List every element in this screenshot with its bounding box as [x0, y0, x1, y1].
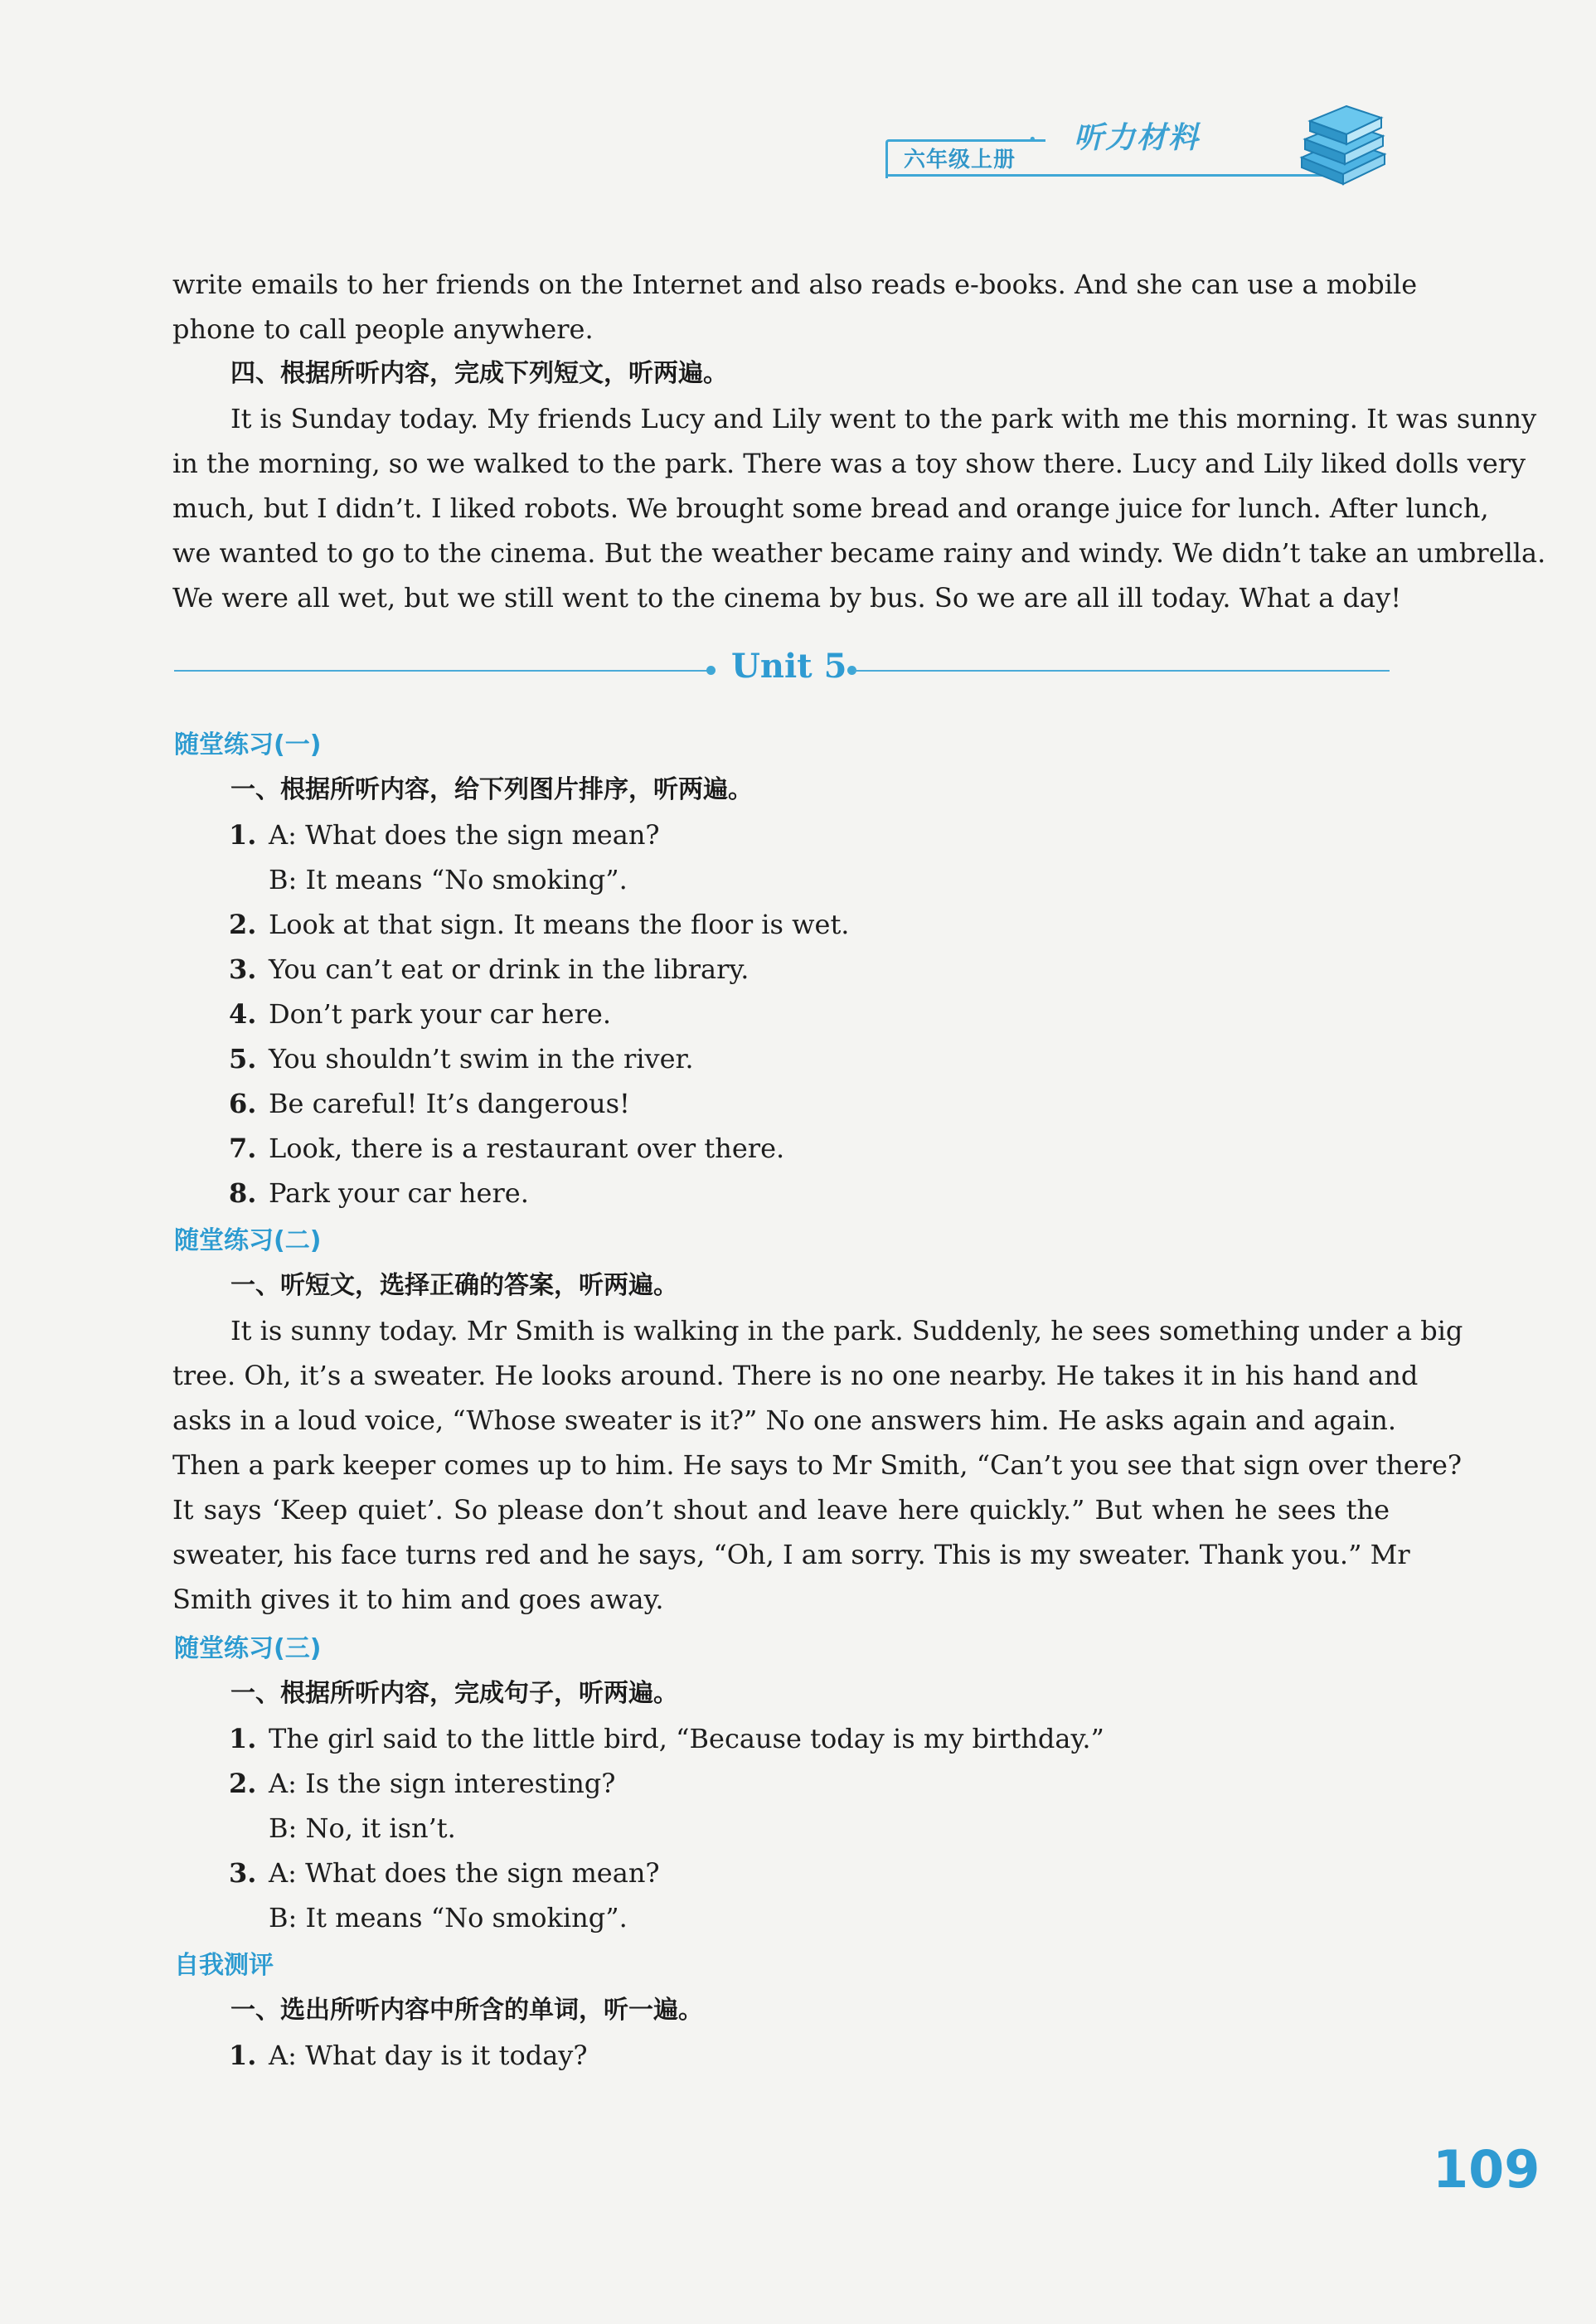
header-dots: • [1028, 131, 1037, 148]
section-heading: 一、根据所听内容，完成句子，听两遍。 [230, 1679, 678, 1708]
books-icon [1293, 99, 1393, 191]
list-item: 7. Look, there is a restaurant over there. [229, 1133, 785, 1164]
practice-title: 自我测评 [174, 1951, 274, 1980]
paragraph-line: much, but I didn’t. I liked robots. We brought some bread and orange juice for lunch. After lunch, [172, 492, 1489, 524]
list-item: 2. Look at that sign. It means the floor is wet. [229, 909, 850, 940]
paragraph-line: It is Sunday today. My friends Lucy and Lily went to the park with me this morning. It was sunny [230, 403, 1537, 434]
list-item: 3. You can’t eat or drink in the library. [229, 953, 749, 985]
practice-title: 随堂练习(一) [174, 730, 322, 759]
list-item: 3. A: What does the sign mean? [229, 1857, 660, 1889]
unit-title: Unit 5 [731, 647, 847, 686]
unit-divider-right [854, 670, 1390, 672]
list-item-answer: B: No, it isn’t. [269, 1812, 456, 1844]
section-heading: 一、听短文，选择正确的答案，听两遍。 [230, 1271, 678, 1300]
list-item: 1. The girl said to the little bird, “Because today is my birthday.” [229, 1723, 1104, 1754]
header-title: 听力材料 [1074, 121, 1201, 155]
practice-title: 随堂练习(三) [174, 1634, 322, 1663]
list-item: 1. A: What day is it today? [229, 2040, 588, 2071]
paragraph-line: we wanted to go to the cinema. But the weather became rainy and windy. We didn’t take an umbrella. [172, 537, 1546, 569]
section-heading: 一、选出所听内容中所含的单词，听一遍。 [230, 1996, 703, 2025]
paragraph-line: We were all wet, but we still went to the cinema by bus. So we are all ill today. What a day! [172, 582, 1402, 614]
practice-title: 随堂练习(二) [174, 1226, 322, 1255]
list-item-answer: B: It means “No smoking”. [269, 864, 628, 895]
paragraph-line: asks in a loud voice, “Whose sweater is it?” No one answers him. He asks again and again. [172, 1405, 1396, 1436]
paragraph-line: It says ‘Keep quiet’. So please don’t shout and leave here quickly.” But when he sees the [172, 1494, 1390, 1526]
paragraph-line: sweater, his face turns red and he says, “Oh, I am sorry. This is my sweater. Thank you.” Mr [172, 1539, 1410, 1570]
list-item: 1. A: What does the sign mean? [229, 819, 660, 851]
paragraph-line: tree. Oh, it’s a sweater. He looks around. There is no one nearby. He takes it in his hand and [172, 1360, 1419, 1391]
paragraph-line: write emails to her friends on the Internet and also reads e-books. And she can use a mobile [172, 269, 1418, 300]
list-item-answer: B: It means “No smoking”. [269, 1902, 628, 1933]
list-item: 2. A: Is the sign interesting? [229, 1768, 616, 1799]
page-number: 109 [1433, 2139, 1540, 2200]
paragraph-line: Then a park keeper comes up to him. He says to Mr Smith, “Can’t you see that sign over there? [172, 1449, 1463, 1481]
list-item: 5. You shouldn’t swim in the river. [229, 1043, 694, 1075]
paragraph-line: It is sunny today. Mr Smith is walking in the park. Suddenly, he sees something under a big [230, 1315, 1463, 1346]
header-grade: 六年级上册 [904, 148, 1016, 172]
paragraph-line: phone to call people anywhere. [172, 313, 594, 345]
section-heading: 四、根据所听内容，完成下列短文，听两遍。 [230, 359, 728, 388]
list-item: 8. Park your car here. [229, 1177, 529, 1209]
header-rule [885, 174, 1343, 177]
list-item: 4. Don’t park your car here. [229, 998, 611, 1030]
unit-divider-left [174, 670, 709, 672]
list-item: 6. Be careful! It’s dangerous! [229, 1088, 630, 1119]
paragraph-line: in the morning, so we walked to the park. There was a toy show there. Lucy and Lily liked dolls very [172, 448, 1526, 479]
paragraph-line: Smith gives it to him and goes away. [172, 1584, 664, 1615]
unit-divider-dot [706, 666, 716, 675]
section-heading: 一、根据所听内容，给下列图片排序，听两遍。 [230, 775, 753, 804]
